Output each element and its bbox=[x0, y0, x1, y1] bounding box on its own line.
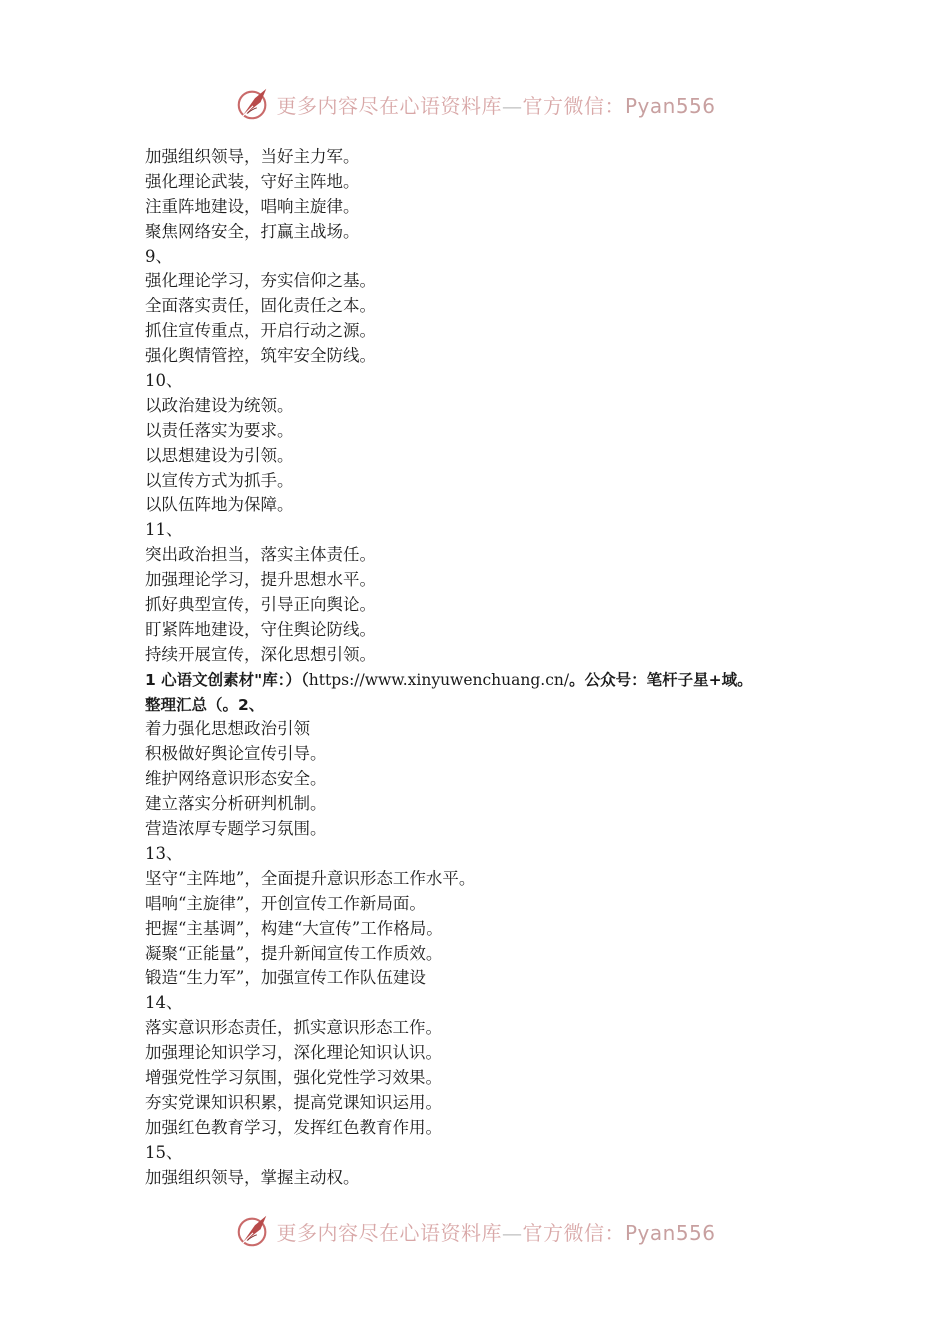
section-number: 11、 bbox=[145, 520, 183, 540]
text-line: 以队伍阵地为保障。 bbox=[145, 495, 294, 515]
text-line: 抓好典型宣传，引导正向舆论。 bbox=[145, 595, 376, 615]
watermark-line bbox=[145, 668, 845, 693]
section-number: 13、 bbox=[145, 843, 183, 863]
watermark-prefix: 1 心语文创素材"库：）（ bbox=[145, 670, 309, 689]
text-line: 以政治建设为统领。 bbox=[145, 395, 294, 415]
text-line: 把握“主基调”，构建“大宣传”工作格局。 bbox=[145, 918, 443, 938]
text-line: 持续开展宣传，深化思想引领。 bbox=[145, 644, 376, 664]
quill-pen-logo-icon bbox=[234, 1212, 272, 1250]
text-line: 建立落实分析研判机制。 bbox=[145, 794, 327, 814]
text-line: 锻造“生力军”，加强宣传工作队伍建设 bbox=[145, 968, 426, 988]
document-body bbox=[145, 145, 845, 1190]
banner-text bbox=[276, 1217, 715, 1246]
section-number: 10、 bbox=[145, 371, 183, 391]
watermark-suffix: 。公众号：笔杆子星+域。 bbox=[569, 670, 753, 689]
watermark-line-2: 整理汇总（。2、 bbox=[145, 695, 265, 714]
text-line: 加强理论知识学习，深化理论知识认识。 bbox=[145, 1043, 442, 1063]
text-line: 加强红色教育学习，发挥红色教育作用。 bbox=[145, 1117, 442, 1137]
banner-text bbox=[276, 90, 715, 119]
text-line: 聚焦网络安全，打赢主战场。 bbox=[145, 221, 360, 241]
banner-official-label: 官方微信： bbox=[522, 93, 625, 118]
text-line: 坚守“主阵地”，全面提升意识形态工作水平。 bbox=[145, 868, 476, 888]
section-number: 9、 bbox=[145, 246, 172, 266]
banner-wechat-id: Pyan556 bbox=[624, 93, 716, 118]
banner-title: 更多内容尽在心语资料库 bbox=[276, 93, 502, 118]
watermark-url: https://www.xinyuwenchuang.cn/ bbox=[308, 670, 570, 689]
text-line: 注重阵地建设，唱响主旋律。 bbox=[145, 196, 360, 216]
text-line: 以责任落实为要求。 bbox=[145, 420, 294, 440]
text-line: 增强党性学习氛围，强化党性学习效果。 bbox=[145, 1067, 442, 1087]
banner-dash: — bbox=[501, 93, 523, 118]
banner-wechat-id: Pyan556 bbox=[624, 1220, 716, 1245]
banner-title: 更多内容尽在心语资料库 bbox=[276, 1220, 502, 1245]
text-line: 全面落实责任，固化责任之本。 bbox=[145, 296, 376, 316]
text-line: 唱响“主旋律”，开创宣传工作新局面。 bbox=[145, 893, 426, 913]
section-number: 15、 bbox=[145, 1142, 183, 1162]
text-line: 加强组织领导，掌握主动权。 bbox=[145, 1167, 360, 1187]
text-line: 突出政治担当，落实主体责任。 bbox=[145, 545, 376, 565]
text-line: 积极做好舆论宣传引导。 bbox=[145, 744, 327, 764]
text-line: 强化理论武装，守好主阵地。 bbox=[145, 171, 360, 191]
section-number: 14、 bbox=[145, 993, 183, 1013]
text-line: 维护网络意识形态安全。 bbox=[145, 769, 327, 789]
text-line: 加强组织领导，当好主力军。 bbox=[145, 147, 360, 166]
text-line: 落实意识形态责任，抓实意识形态工作。 bbox=[145, 1018, 442, 1038]
text-line: 加强理论学习，提升思想水平。 bbox=[145, 570, 376, 590]
text-line: 盯紧阵地建设，守住舆论防线。 bbox=[145, 619, 376, 639]
text-line: 夯实党课知识积累，提高党课知识运用。 bbox=[145, 1092, 442, 1112]
text-line: 着力强化思想政治引领 bbox=[145, 719, 310, 739]
text-line: 营造浓厚专题学习氛围。 bbox=[145, 819, 327, 839]
text-line: 强化理论学习，夯实信仰之基。 bbox=[145, 271, 376, 291]
banner-official-label: 官方微信： bbox=[522, 1220, 625, 1245]
header-banner bbox=[0, 82, 950, 126]
footer-banner bbox=[0, 1209, 950, 1253]
text-line: 以思想建设为引领。 bbox=[145, 445, 294, 465]
text-line: 抓住宣传重点，开启行动之源。 bbox=[145, 321, 376, 341]
text-line: 以宣传方式为抓手。 bbox=[145, 470, 294, 490]
banner-dash: — bbox=[501, 1220, 523, 1245]
text-line: 凝聚“正能量”，提升新闻宣传工作质效。 bbox=[145, 943, 443, 963]
text-line: 强化舆情管控，筑牢安全防线。 bbox=[145, 346, 376, 366]
quill-pen-logo-icon bbox=[234, 85, 272, 123]
